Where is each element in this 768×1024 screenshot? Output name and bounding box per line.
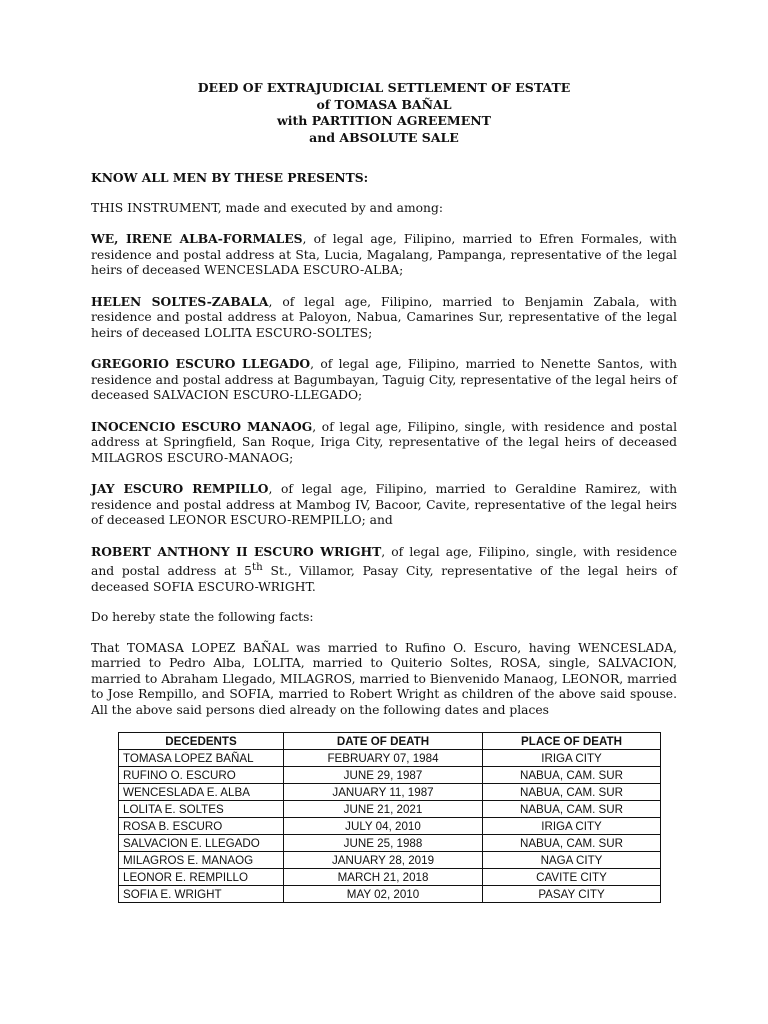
header-place-of-death: PLACE OF DEATH — [483, 733, 661, 750]
cell-decedent: SOFIA E. WRIGHT — [119, 886, 284, 903]
title-line-3: with PARTITION AGREEMENT — [277, 113, 491, 128]
cell-decedent: WENCESLADA E. ALBA — [119, 784, 284, 801]
table-row — [119, 767, 661, 784]
cell-date: MAY 02, 2010 — [284, 886, 483, 903]
party-name: GREGORIO ESCURO LLEGADO — [91, 356, 311, 371]
instrument-line: THIS INSTRUMENT, made and executed by and among: — [91, 200, 443, 215]
title-line-2: of TOMASA BAÑAL — [316, 96, 452, 112]
cell-place: NABUA, CAM. SUR — [483, 801, 661, 818]
party-details: , of legal age, Filipino, single, with residence and postal address at Springfield, San Roque, Iriga City, representative of the legal heirs of deceased MILAGROS ESCURO-MANAOG; — [91, 419, 677, 465]
party-details-cont: St., Villamor, Pasay City, representative of the legal heirs of deceased SOFIA ESCURO-WRIGHT. — [91, 564, 677, 594]
table-row — [119, 852, 661, 869]
cell-place: CAVITE CITY — [483, 869, 661, 886]
header-date-of-death: DATE OF DEATH — [284, 733, 483, 750]
cell-place: NABUA, CAM. SUR — [483, 767, 661, 784]
party-name: HELEN SOLTES-ZABALA — [91, 293, 269, 309]
cell-decedent: SALVACION E. LLEGADO — [119, 835, 284, 852]
party-paragraph — [91, 231, 677, 279]
cell-place: NABUA, CAM. SUR — [483, 784, 661, 801]
cell-date: JANUARY 11, 1987 — [284, 784, 483, 801]
party-paragraph — [91, 419, 677, 467]
cell-decedent: TOMASA LOPEZ BAÑAL — [119, 750, 284, 767]
party-name: WE, IRENE ALBA-FORMALES — [91, 231, 303, 246]
party-paragraph — [91, 544, 677, 596]
table-row — [119, 801, 661, 818]
party-details: , of legal age, Filipino, married to Benjamin Zabala, with residence and postal address at Paloyon, Nabua, Camarines Sur, representative of the legal heirs of deceased LOLITA ESCURO-SOLTES; — [91, 294, 677, 340]
party-name: JAY ESCURO REMPILLO — [91, 481, 269, 496]
cell-decedent: ROSA B. ESCURO — [119, 818, 284, 835]
table-row — [119, 818, 661, 835]
party-name: ROBERT ANTHONY II ESCURO WRIGHT — [91, 543, 382, 559]
cell-decedent: MILAGROS E. MANAOG — [119, 852, 284, 869]
party-details: , of legal age, Filipino, married to Geraldine Ramirez, with residence and postal address at Mambog IV, Bacoor, Cavite, representative of the legal heirs of deceased LEONOR ESCURO-REMPILLO; and — [91, 482, 677, 527]
facts-paragraph: That TOMASA LOPEZ BAÑAL was married to Rufino O. Escuro, having WENCESLADA, married to Pedro Alba, LOLITA, married to Quiterio Soltes, ROSA, single, SALVACION, married to Abraham Llegado, MILAGROS, married to Bienvenido Manaog, LEONOR, married to Jose Rempillo, and SOFIA, married to Robert Wright as children of the above said spouse. All the above said persons died already on the following dates and places — [91, 640, 677, 717]
table-row — [119, 886, 661, 903]
party-details: , of legal age, Filipino, single, with residence and postal address at 5 — [91, 544, 678, 579]
cell-decedent: LOLITA E. SOLTES — [119, 801, 284, 818]
cell-date: FEBRUARY 07, 1984 — [284, 750, 483, 767]
party-paragraph — [91, 356, 677, 404]
table-row — [119, 784, 661, 801]
decedents-table — [118, 732, 661, 903]
table-header-row — [119, 733, 661, 750]
facts-intro: Do hereby state the following facts: — [91, 610, 314, 625]
cell-date: JUNE 21, 2021 — [284, 801, 483, 818]
cell-place: NABUA, CAM. SUR — [483, 835, 661, 852]
table-row — [119, 750, 661, 767]
party-name: INOCENCIO ESCURO MANAOG — [91, 418, 313, 434]
cell-date: JANUARY 28, 2019 — [284, 852, 483, 869]
cell-place: PASAY CITY — [483, 886, 661, 903]
ordinal-superscript: th — [252, 561, 263, 573]
cell-place: IRIGA CITY — [483, 750, 661, 767]
cell-place: NAGA CITY — [483, 852, 661, 869]
table-row — [119, 869, 661, 886]
header-decedents: DECEDENTS — [119, 733, 284, 750]
party-paragraph — [91, 294, 677, 342]
cell-decedent: RUFINO O. ESCURO — [119, 767, 284, 784]
party-details: , of legal age, Filipino, married to Efren Formales, with residence and postal address at Sta, Lucia, Magalang, Pampanga, representative of the legal heirs of deceased WENCESLADA ESCURO-ALBA; — [91, 232, 677, 277]
know-all-heading: KNOW ALL MEN BY THESE PRESENTS: — [91, 170, 369, 185]
cell-place: IRIGA CITY — [483, 818, 661, 835]
cell-date: JUNE 29, 1987 — [284, 767, 483, 784]
title-line-1: DEED OF EXTRAJUDICIAL SETTLEMENT OF ESTATE — [197, 80, 571, 95]
cell-date: MARCH 21, 2018 — [284, 869, 483, 886]
document-title — [91, 80, 677, 146]
party-details: , of legal age, Filipino, married to Nenette Santos, with residence and postal address at Bagumbayan, Taguig City, representative of the legal heirs of deceased SALVACION ESCURO-LLEGADO; — [91, 357, 677, 402]
cell-decedent: LEONOR E. REMPILLO — [119, 869, 284, 886]
cell-date: JULY 04, 2010 — [284, 818, 483, 835]
party-paragraph — [91, 481, 677, 529]
cell-date: JUNE 25, 1988 — [284, 835, 483, 852]
title-line-4: and ABSOLUTE SALE — [309, 129, 459, 145]
table-row — [119, 835, 661, 852]
